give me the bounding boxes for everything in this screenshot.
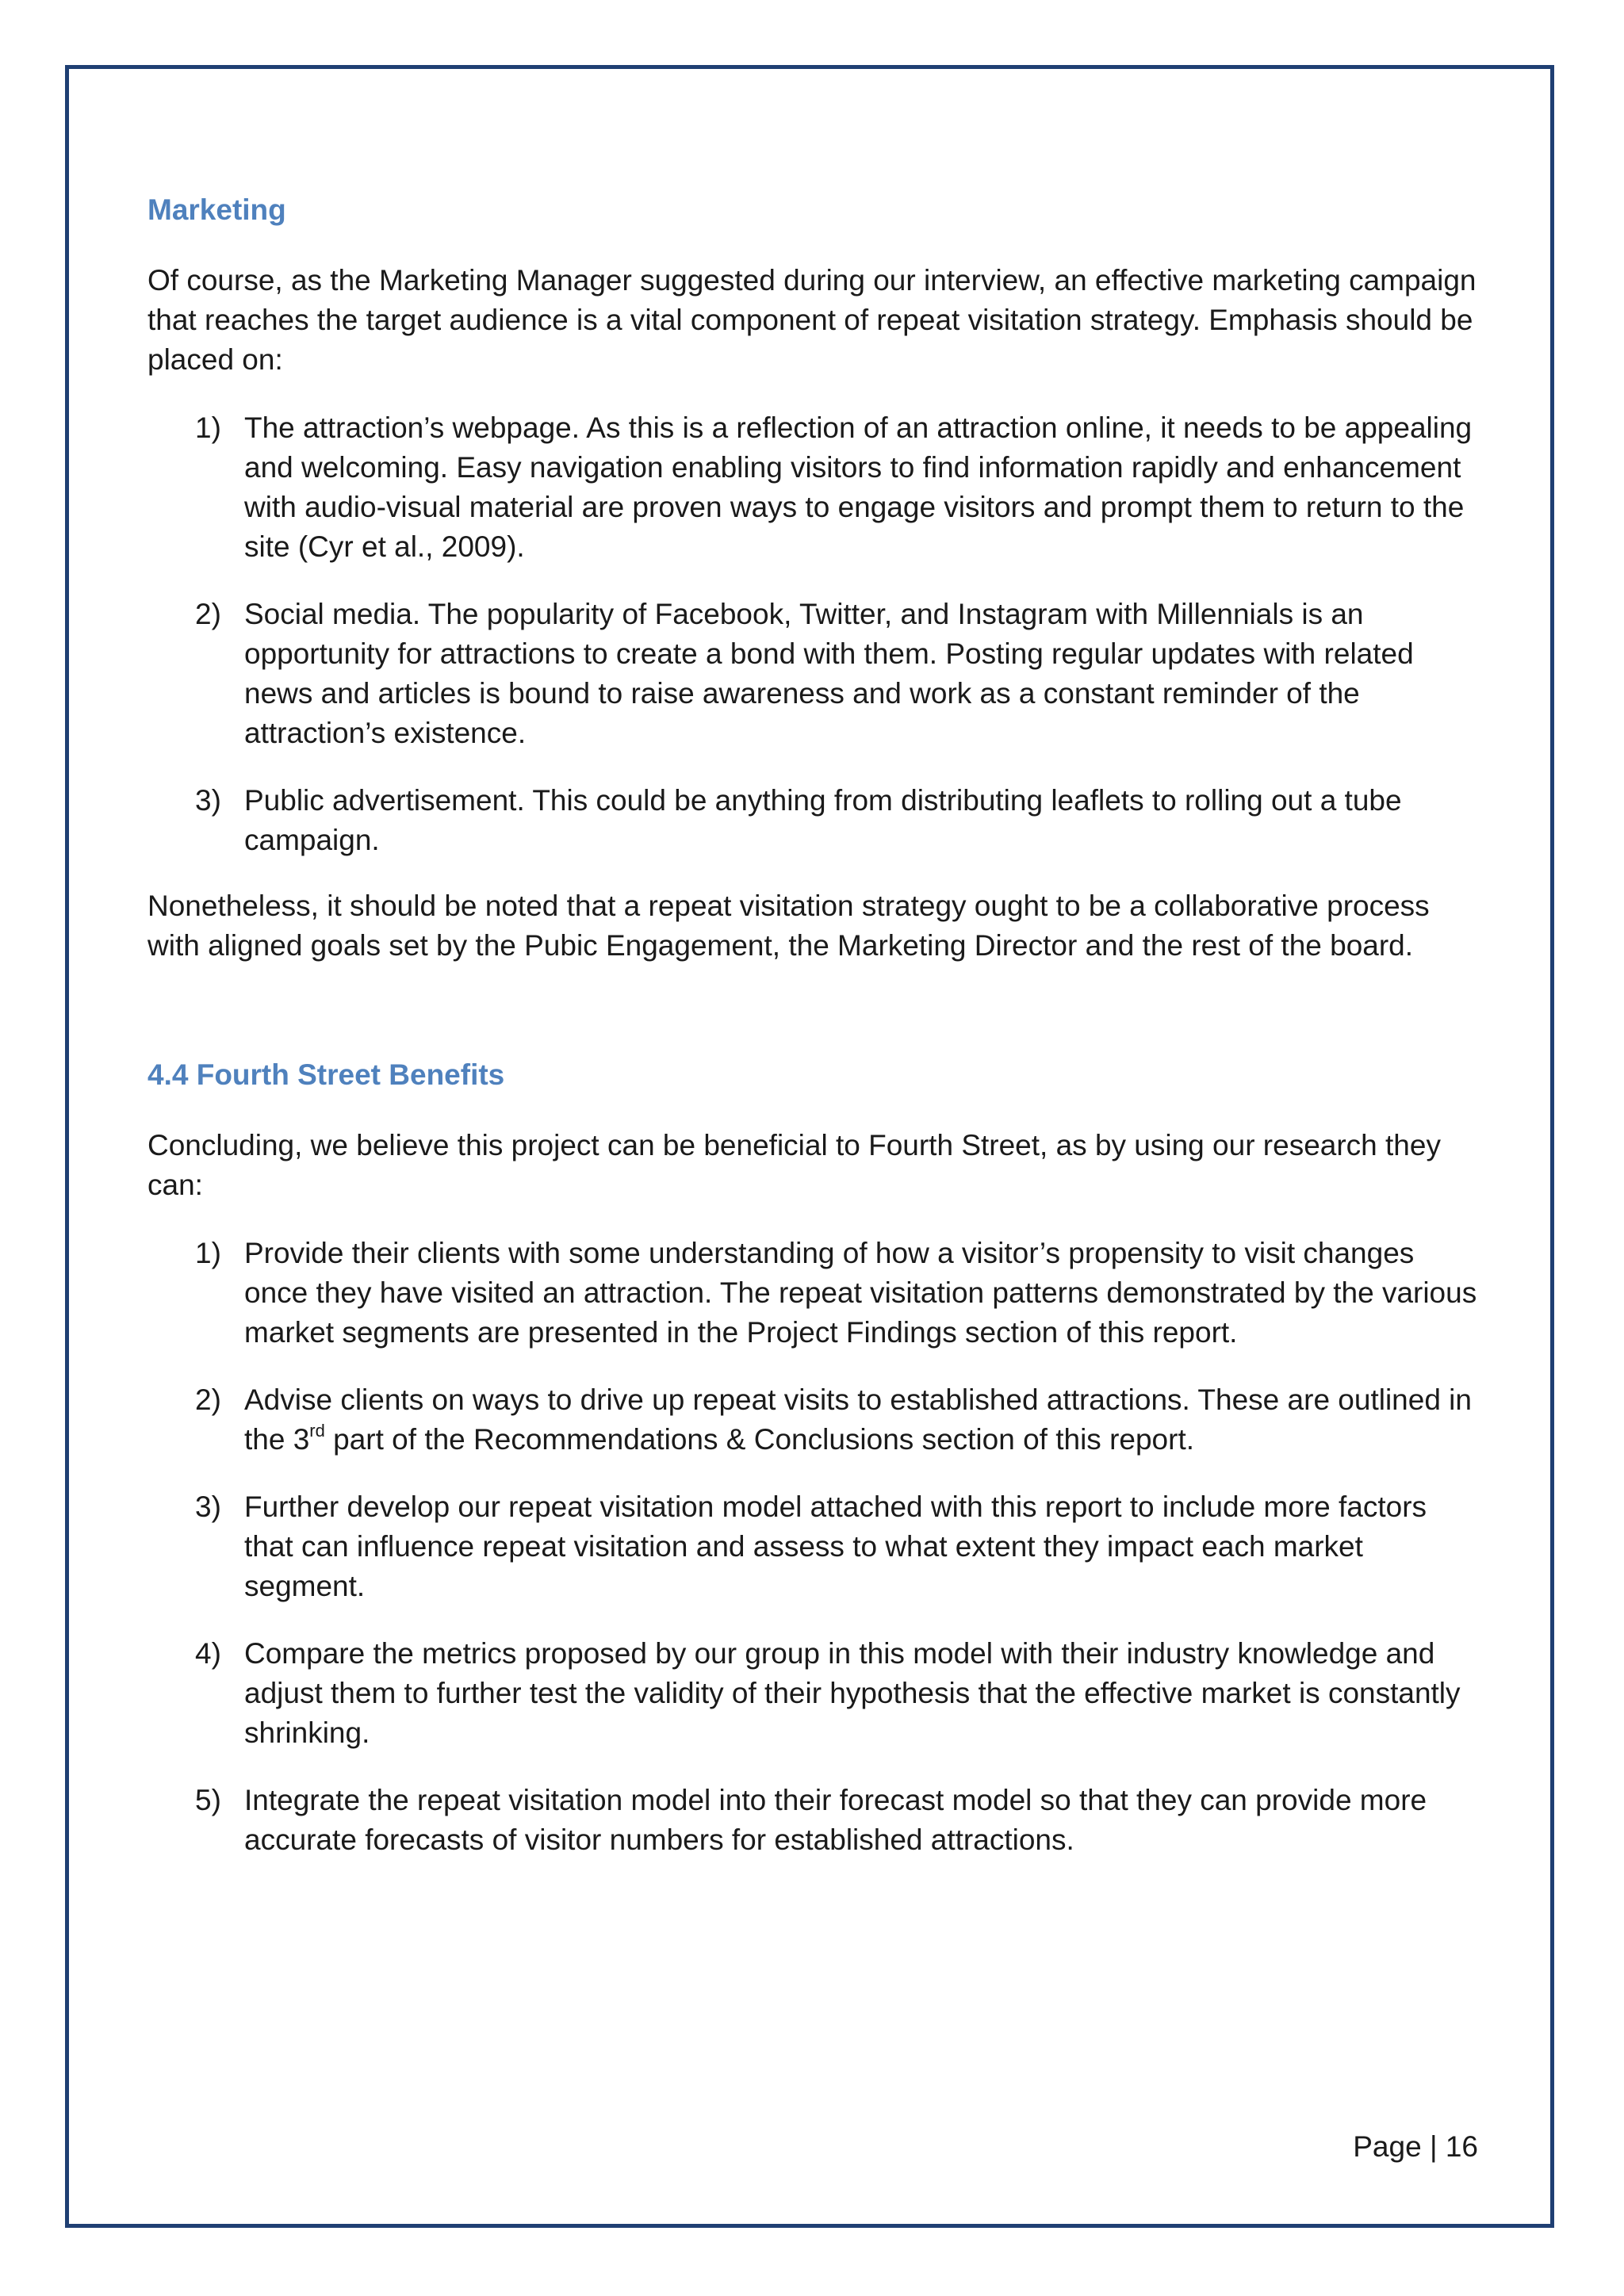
- list-item-number: 2): [195, 598, 221, 630]
- list-item-number: 4): [195, 1637, 221, 1670]
- list-item-text: Compare the metrics proposed by our group in this model with their industry knowledge and adjust them to further test the validity of their hypothesis that the effective market is constantly shrinking.: [244, 1637, 1461, 1749]
- list-item-number: 2): [195, 1383, 221, 1416]
- list-item-text: Social media. The popularity of Facebook, Twitter, and Instagram with Millennials is an opportunity for attractions to create a bond with them. Posting regular updates with related news and articles is bound to raise awareness and work as a constant reminder of the attraction’s existence.: [244, 598, 1414, 749]
- list-item-text: [244, 1380, 1480, 1460]
- ordinal-superscript: rd: [309, 1421, 325, 1441]
- list-item-text-end: part of the Recommendations & Conclusions section of this report.: [324, 1423, 1195, 1456]
- list-item-number: 1): [195, 411, 221, 444]
- section-heading-marketing: Marketing: [147, 193, 286, 226]
- marketing-intro-paragraph: Of course, as the Marketing Manager suggested during our interview, an effective marketing campaign that reaches the target audience is a vital component of repeat visitation strategy. Emphasis should be placed on:: [147, 264, 1477, 376]
- list-item-text: Integrate the repeat visitation model into their forecast model so that they can provide more accurate forecasts of visitor numbers for established attractions.: [244, 1784, 1427, 1856]
- list-item-text-start: Advise clients on ways to drive up repeat visits to established attractions. These are outlined in the 3: [244, 1383, 1472, 1456]
- marketing-closing-paragraph: Nonetheless, it should be noted that a repeat visitation strategy ought to be a collaborative process with aligned goals set by the Pubic Engagement, the Marketing Director and the rest of the board.: [147, 890, 1430, 962]
- list-item-text: The attraction’s webpage. As this is a reflection of an attraction online, it needs to be appealing and welcoming. Easy navigation enabling visitors to find information rapidly and enhancement with audio-visual material are proven ways to engage visitors and prompt them to return to the site (Cyr et al., 2009).: [244, 411, 1473, 563]
- list-item-number: 1): [195, 1237, 221, 1269]
- list-item: [195, 1781, 1480, 1860]
- section-heading-benefits: 4.4 Fourth Street Benefits: [147, 1058, 505, 1091]
- benefits-intro-paragraph: Concluding, we believe this project can be beneficial to Fourth Street, as by using our research they can:: [147, 1129, 1441, 1201]
- list-item: [195, 1234, 1480, 1353]
- list-item: [195, 1487, 1480, 1606]
- list-item-text: Further develop our repeat visitation model attached with this report to include more factors that can influence repeat visitation and assess to what extent they impact each market segment.: [244, 1490, 1427, 1602]
- list-item-text: Provide their clients with some understanding of how a visitor’s propensity to visit changes once they have visited an attraction. The repeat visitation patterns demonstrated by the various market segments are presented in the Project Findings section of this report.: [244, 1237, 1477, 1349]
- page-number: Page | 16: [1353, 2130, 1478, 2163]
- list-item: [195, 1380, 1480, 1460]
- list-item-text: Public advertisement. This could be anything from distributing leaflets to rolling out a tube campaign.: [244, 784, 1402, 856]
- list-item: [195, 781, 1480, 860]
- list-item-number: 3): [195, 784, 221, 817]
- list-item: [195, 595, 1480, 753]
- list-item-number: 3): [195, 1490, 221, 1523]
- list-item: [195, 1634, 1480, 1753]
- list-item-number: 5): [195, 1784, 221, 1816]
- list-item: [195, 408, 1480, 567]
